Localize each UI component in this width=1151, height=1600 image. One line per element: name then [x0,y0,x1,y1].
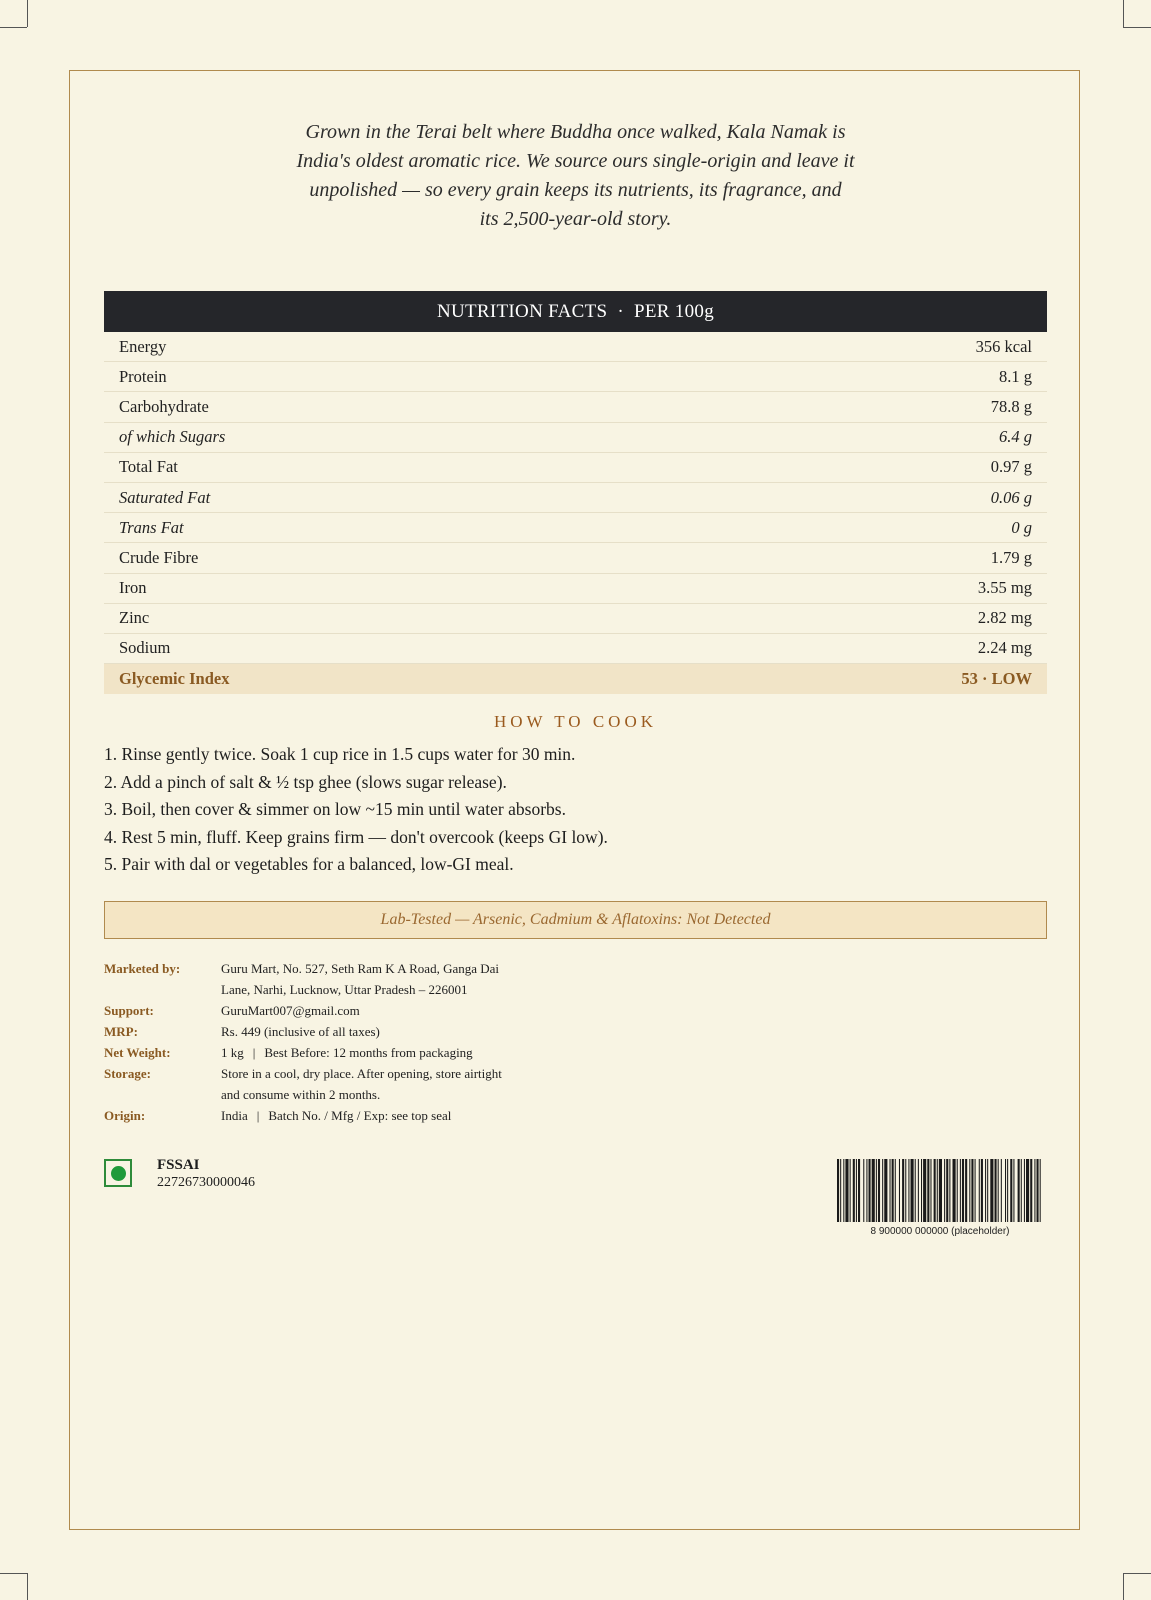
crop-mark-bottom-right-v [1123,1573,1124,1600]
barcode-bar [1024,1159,1025,1222]
nutrition-title: NUTRITION FACTS [436,300,608,322]
info-separator: | [256,1108,260,1123]
nutrition-row-sugars [104,423,1047,453]
info-value [221,1042,564,1063]
product-info-block [104,958,564,1126]
barcode-bar [858,1159,860,1222]
barcode-bar [949,1159,950,1222]
barcode-bar [923,1159,926,1222]
info-value [221,1105,564,1126]
glycemic-label: Glycemic Index [119,669,230,689]
nutrient-value: 356 kcal [975,336,1032,356]
barcode-bar [930,1159,931,1222]
barcode-bar [944,1159,945,1222]
barcode-bar [971,1159,973,1222]
nutrition-row-protein [104,362,1047,392]
barcode-bar [1013,1159,1014,1222]
nutrient-label: Carbohydrate [119,396,209,416]
lab-tested-banner [104,901,1047,939]
info-row-storage [104,1063,564,1105]
batch-value: Batch No. / Mfg / Exp: see top seal [268,1108,452,1123]
info-label: Storage: [104,1066,151,1081]
barcode-bar [1005,1159,1006,1222]
nutrition-row-energy [104,332,1047,362]
barcode-bar [863,1159,864,1222]
fssai-number: 22726730000046 [157,1175,255,1190]
barcode-bar [908,1159,909,1222]
barcode-bar [866,1159,867,1222]
nutrient-value: 78.8 g [990,396,1032,416]
nutrient-value: 8.1 g [999,366,1032,386]
info-value [221,958,564,1000]
nutrition-row-carbohydrate [104,392,1047,422]
barcode-bar [965,1159,967,1222]
info-label: Net Weight: [104,1045,171,1060]
nutrition-row-saturated-fat [104,483,1047,513]
barcode-icon [837,1159,1043,1222]
barcode-bar [1021,1159,1022,1222]
lab-tested-text: Lab-Tested — Arsenic, Cadmium & Aflatoxins: Not Detected [380,911,771,928]
nutrient-label: Total Fat [119,457,178,477]
nutrition-row-sodium [104,634,1047,664]
fssai-title: FSSAI [157,1157,200,1173]
nutrition-row-iron [104,574,1047,604]
veg-dot-icon [111,1166,126,1181]
info-row-marketed [104,958,564,1000]
intro-line: unpolished — so every grain keeps its nutrients, its fragrance, and [309,179,842,201]
info-row-net-weight [104,1042,564,1063]
info-row-mrp [104,1021,564,1042]
barcode-bar [837,1159,839,1222]
barcode-bar [934,1159,936,1222]
barcode-bar [995,1159,997,1222]
barcode-bar [990,1159,993,1222]
info-label: Support: [104,1003,154,1018]
nutrient-label: Zinc [119,608,150,628]
barcode-bar [869,1159,871,1222]
support-email: GuruMart007@gmail.com [221,1003,360,1018]
barcode-bar [1030,1159,1032,1222]
storage-line: and consume within 2 months. [221,1087,381,1102]
barcode-bar [876,1159,877,1222]
barcode-bar [937,1159,938,1222]
barcode-bar [878,1159,880,1222]
nutrient-label: Trans Fat [119,517,184,537]
barcode-bar [840,1159,841,1222]
barcode-bar [1010,1159,1012,1222]
barcode-bar [895,1159,896,1222]
net-weight-value: 1 kg [221,1045,244,1060]
best-before-value: Best Before: 12 months from packaging [264,1045,473,1060]
barcode-bar [911,1159,914,1222]
nutrient-label: Crude Fibre [119,547,199,567]
nutrient-value: 2.82 mg [977,608,1032,628]
barcode-bar [962,1159,964,1222]
barcode-bar [890,1159,891,1222]
nutrient-value: 1.79 g [990,547,1032,567]
barcode-bar [921,1159,922,1222]
nutrition-row-total-fat [104,453,1047,483]
barcode-bar [1040,1159,1041,1222]
nutrition-row-zinc [104,604,1047,634]
glycemic-value: 53 · LOW [961,669,1032,689]
info-label: Origin: [104,1108,146,1123]
info-label: MRP: [104,1024,138,1039]
barcode-bar [953,1159,956,1222]
barcode-bar [882,1159,883,1222]
cooking-step: 2. Add a pinch of salt & ½ tsp ghee (slows sugar release). [104,771,507,792]
nutrient-value: 0.97 g [990,457,1032,477]
barcode-bar [905,1159,906,1222]
crop-mark-bottom-left-v [27,1573,28,1600]
nutrient-label: Saturated Fat [119,487,211,507]
nutrition-row-crude-fibre [104,543,1047,573]
veg-mark-icon [104,1159,132,1187]
barcode-bar [1037,1159,1039,1222]
nutrition-separator: · [617,300,625,322]
barcode-bar [872,1159,875,1222]
nutrient-value: 6.4 g [999,427,1032,447]
info-value [221,1063,564,1105]
mrp-value: Rs. 449 (inclusive of all taxes) [221,1024,380,1039]
barcode-bar [1018,1159,1020,1222]
intro-line: India's oldest aromatic rice. We source ours single-origin and leave it [296,150,855,172]
info-label: Marketed by: [104,961,181,976]
barcode-bar [915,1159,916,1222]
nutrition-row-trans-fat [104,513,1047,543]
barcode-bar [927,1159,929,1222]
origin-value: India [221,1108,248,1123]
barcode-bar [1034,1159,1035,1222]
barcode-bar [969,1159,970,1222]
info-separator: | [252,1045,256,1060]
fssai-block [157,1156,255,1192]
nutrient-value: 0.06 g [990,487,1032,507]
barcode-bar [853,1159,855,1222]
barcode-bar [981,1159,983,1222]
nutrition-row-glycemic-index [104,664,1047,694]
barcode-bar [987,1159,988,1222]
crop-mark-bottom-left-h [0,1573,27,1574]
cooking-step: 5. Pair with dal or vegetables for a balanced, low-GI meal. [104,854,514,875]
barcode-bar [1001,1159,1002,1222]
nutrient-label: Protein [119,366,167,386]
barcode-bar [918,1159,919,1222]
nutrient-value: 3.55 mg [977,578,1032,598]
barcode-bar [845,1159,848,1222]
nutrient-label: Energy [119,336,167,356]
cooking-step: 4. Rest 5 min, fluff. Keep grains firm — don't overcook (keeps GI low). [104,826,608,847]
intro-line: its 2,500-year-old story. [479,208,672,230]
barcode-bar [856,1159,857,1222]
barcode-bar [902,1159,904,1222]
cooking-step: 1. Rinse gently twice. Soak 1 cup rice in 1.5 cups water for 30 min. [104,744,576,764]
nutrient-label: Sodium [119,638,171,658]
barcode-bar [975,1159,976,1222]
barcode-bar [985,1159,986,1222]
crop-mark-top-left-h [0,27,27,28]
barcode-bar [939,1159,942,1222]
marketed-line: Guru Mart, No. 527, Seth Ram K A Road, Ganga Dai [221,961,500,976]
intro-paragraph [200,118,951,234]
barcode-bar [884,1159,887,1222]
nutrition-per: PER 100g [634,300,715,322]
nutrient-label: of which Sugars [119,427,226,447]
info-row-origin [104,1105,564,1126]
barcode-bar [1007,1159,1008,1222]
barcode-number: 8 900000 000000 (placeholder) [870,1226,1010,1237]
barcode-bar [850,1159,851,1222]
how-to-cook-title: HOW TO COOK [493,712,657,731]
intro-line: Grown in the Terai belt where Buddha once walked, Kala Namak is [305,121,846,143]
crop-mark-top-right-h [1123,27,1151,28]
barcode-bar [998,1159,999,1222]
barcode-bar [946,1159,948,1222]
crop-mark-bottom-right-h [1123,1573,1151,1574]
barcode-bar [1026,1159,1029,1222]
info-row-support [104,1000,564,1021]
barcode-bar [892,1159,894,1222]
nutrient-value: 2.24 mg [977,638,1032,658]
barcode-bar [899,1159,900,1222]
cooking-step: 3. Boil, then cover & simmer on low ~15 min until water absorbs. [104,799,566,820]
nutrition-facts-header [104,291,1047,332]
marketed-line: Lane, Narhi, Lucknow, Uttar Pradesh – 226001 [221,982,468,997]
barcode-bar [957,1159,958,1222]
storage-line: Store in a cool, dry place. After opening, store airtight [221,1066,502,1081]
nutrition-facts-table [104,291,1047,694]
barcode-bar [960,1159,961,1222]
crop-mark-top-right-v [1123,0,1124,27]
barcode-bar [979,1159,980,1222]
crop-mark-top-left-v [27,0,28,27]
barcode-bar [843,1159,844,1222]
nutrient-value: 0 g [1011,517,1032,537]
cooking-steps [104,741,1047,879]
nutrient-label: Iron [119,578,147,598]
